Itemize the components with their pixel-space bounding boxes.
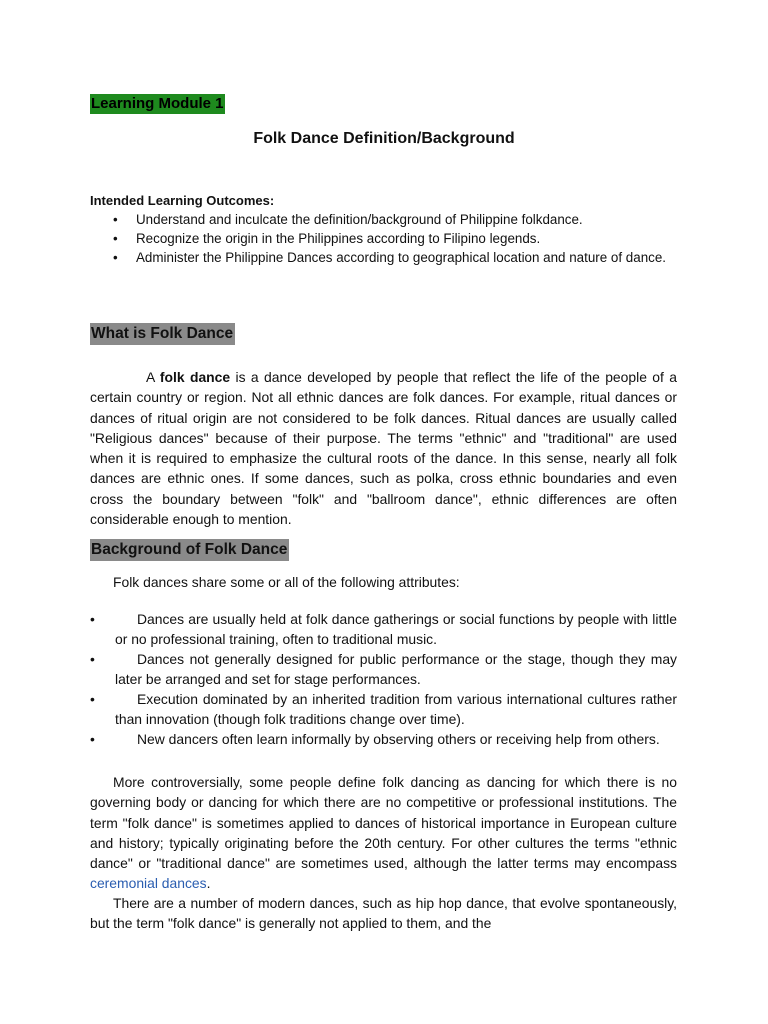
list-item — [90, 610, 677, 649]
list-item — [90, 650, 677, 689]
ceremonial-dances-link[interactable]: ceremonial dances — [90, 875, 207, 892]
bold-term: folk dance — [159, 369, 231, 385]
list-item — [108, 249, 668, 267]
bullet-icon: • — [90, 611, 95, 627]
attribute-text: Dances are usually held at folk dance gatherings or social functions by people with little or no professional training, often to traditional music. — [115, 611, 677, 647]
page-title: Folk Dance Definition/Background — [253, 130, 515, 147]
attributes-intro: Folk dances share some or all of the following attributes: — [113, 574, 460, 590]
controversy-paragraph — [90, 772, 677, 894]
bullet-icon: • — [113, 250, 118, 265]
paragraph-text: . — [206, 875, 211, 892]
outcomes-list — [108, 211, 668, 268]
paragraph-text: A — [146, 369, 160, 385]
bullet-icon: • — [113, 212, 118, 227]
modern-dances-paragraph: There are a number of modern dances, such as hip hop dance, that evolve spontaneously, but the term "folk dance" is generally not applied to them, and the — [90, 895, 677, 932]
module-label: Learning Module 1 — [91, 95, 224, 112]
section-heading-background: Background of Folk Dance — [90, 539, 289, 561]
list-item — [108, 230, 668, 248]
paragraph-text: More controversially, some people define folk dancing as dancing for which there is no governing body or dancing for which there are no competitive or professional institutions. The term "folk dance" is sometimes applied to dances of historical importance in European culture and history; typically originating before the 20th century. For other cultures the terms "ethnic dance" or "traditional dance" are sometimes used, although the latter terms may encompass — [90, 774, 677, 872]
attribute-text: Execution dominated by an inherited tradition from various international cultures rather than innovation (though folk traditions change over time). — [115, 691, 677, 727]
list-item — [90, 690, 677, 729]
list-item — [90, 730, 677, 750]
bullet-icon: • — [113, 231, 118, 246]
bullet-icon: • — [90, 651, 95, 667]
bullet-icon: • — [90, 731, 95, 747]
outcome-text: Understand and inculcate the definition/background of Philippine folkdance. — [136, 212, 583, 227]
list-item — [108, 211, 668, 229]
section-heading-what-is-folk-dance: What is Folk Dance — [90, 323, 235, 345]
paragraph-text: is a dance developed by people that reflect the life of the people of a certain country or region. Not all ethnic dances are folk dances. For example, ritual dances or dances of ritual origin are not considered to be folk dances. Ritual dances are usually called "Religious dances" because of their purpose. The terms "ethnic" and "traditional" are used when it is required to emphasize the cultural roots of the dance. In this sense, nearly all folk dances are ethnic ones. If some dances, such as polka, cross ethnic boundaries and even cross the boundary between "folk" and "ballroom dance", ethnic differences are often considerable enough to mention. — [90, 369, 678, 528]
attributes-list — [90, 610, 677, 751]
bullet-icon: • — [90, 691, 95, 707]
outcomes-heading: Intended Learning Outcomes: — [90, 193, 275, 208]
folk-dance-definition-paragraph — [90, 367, 677, 529]
outcome-text: Administer the Philippine Dances according to geographical location and nature of dance. — [136, 250, 667, 265]
outcome-text: Recognize the origin in the Philippines according to Filipino legends. — [136, 231, 541, 246]
attribute-text: Dances not generally designed for public performance or the stage, though they may later be arranged and set for stage performances. — [115, 651, 677, 687]
attribute-text: New dancers often learn informally by observing others or receiving help from others. — [137, 731, 660, 747]
